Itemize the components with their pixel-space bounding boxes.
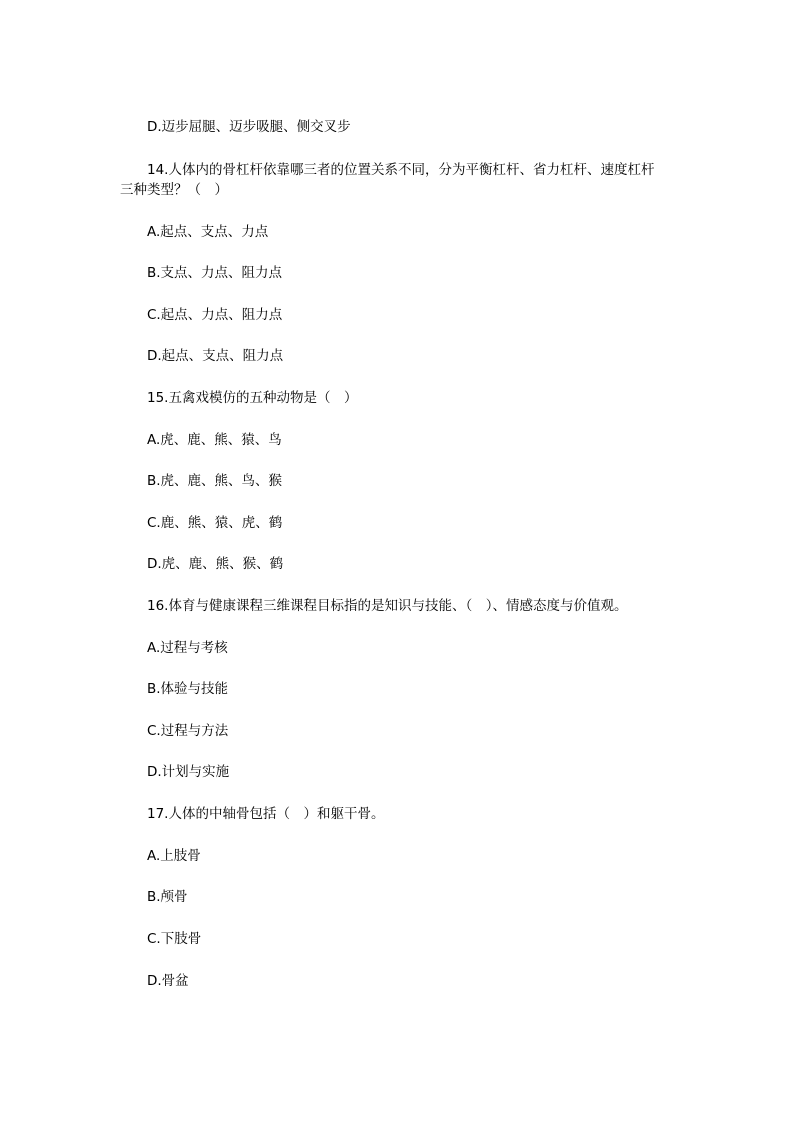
option-14-a: A.起点、支点、力点 [147,224,269,240]
option-15-b: B.虎、鹿、熊、鸟、猴 [147,473,283,489]
question-14: 14.人体内的骨杠杆依靠哪三者的位置关系不同，分为平衡杠杆、省力杠杆、速度杠杆 [147,162,655,178]
question-14-continued: 三种类型？（ ） [120,182,228,198]
option-17-d: D.骨盆 [147,973,189,989]
option-15-c: C.鹿、熊、猿、虎、鹤 [147,515,283,531]
option-15-d: D.虎、鹿、熊、猴、鹤 [147,556,284,572]
option-17-a: A.上肢骨 [147,848,201,864]
option-17-b: B.颅骨 [147,889,188,905]
option-16-b: B.体验与技能 [147,681,229,697]
option-14-d: D.起点、支点、阻力点 [147,348,284,364]
option-13-d: D.迈步屈腿、迈步吸腿、侧交叉步 [147,119,351,135]
option-15-a: A.虎、鹿、熊、猿、鸟 [147,432,282,448]
option-16-a: A.过程与考核 [147,640,228,656]
option-14-b: B.支点、力点、阻力点 [147,265,283,281]
question-15: 15.五禽戏模仿的五种动物是（ ） [147,390,358,406]
question-16: 16.体育与健康课程三维课程目标指的是知识与技能、（ ）、情感态度与价值观。 [147,598,628,614]
option-17-c: C.下肢骨 [147,931,202,947]
option-16-d: D.计划与实施 [147,764,230,780]
question-17: 17.人体的中轴骨包括（ ）和躯干骨。 [147,806,385,822]
option-14-c: C.起点、力点、阻力点 [147,307,283,323]
option-16-c: C.过程与方法 [147,723,229,739]
